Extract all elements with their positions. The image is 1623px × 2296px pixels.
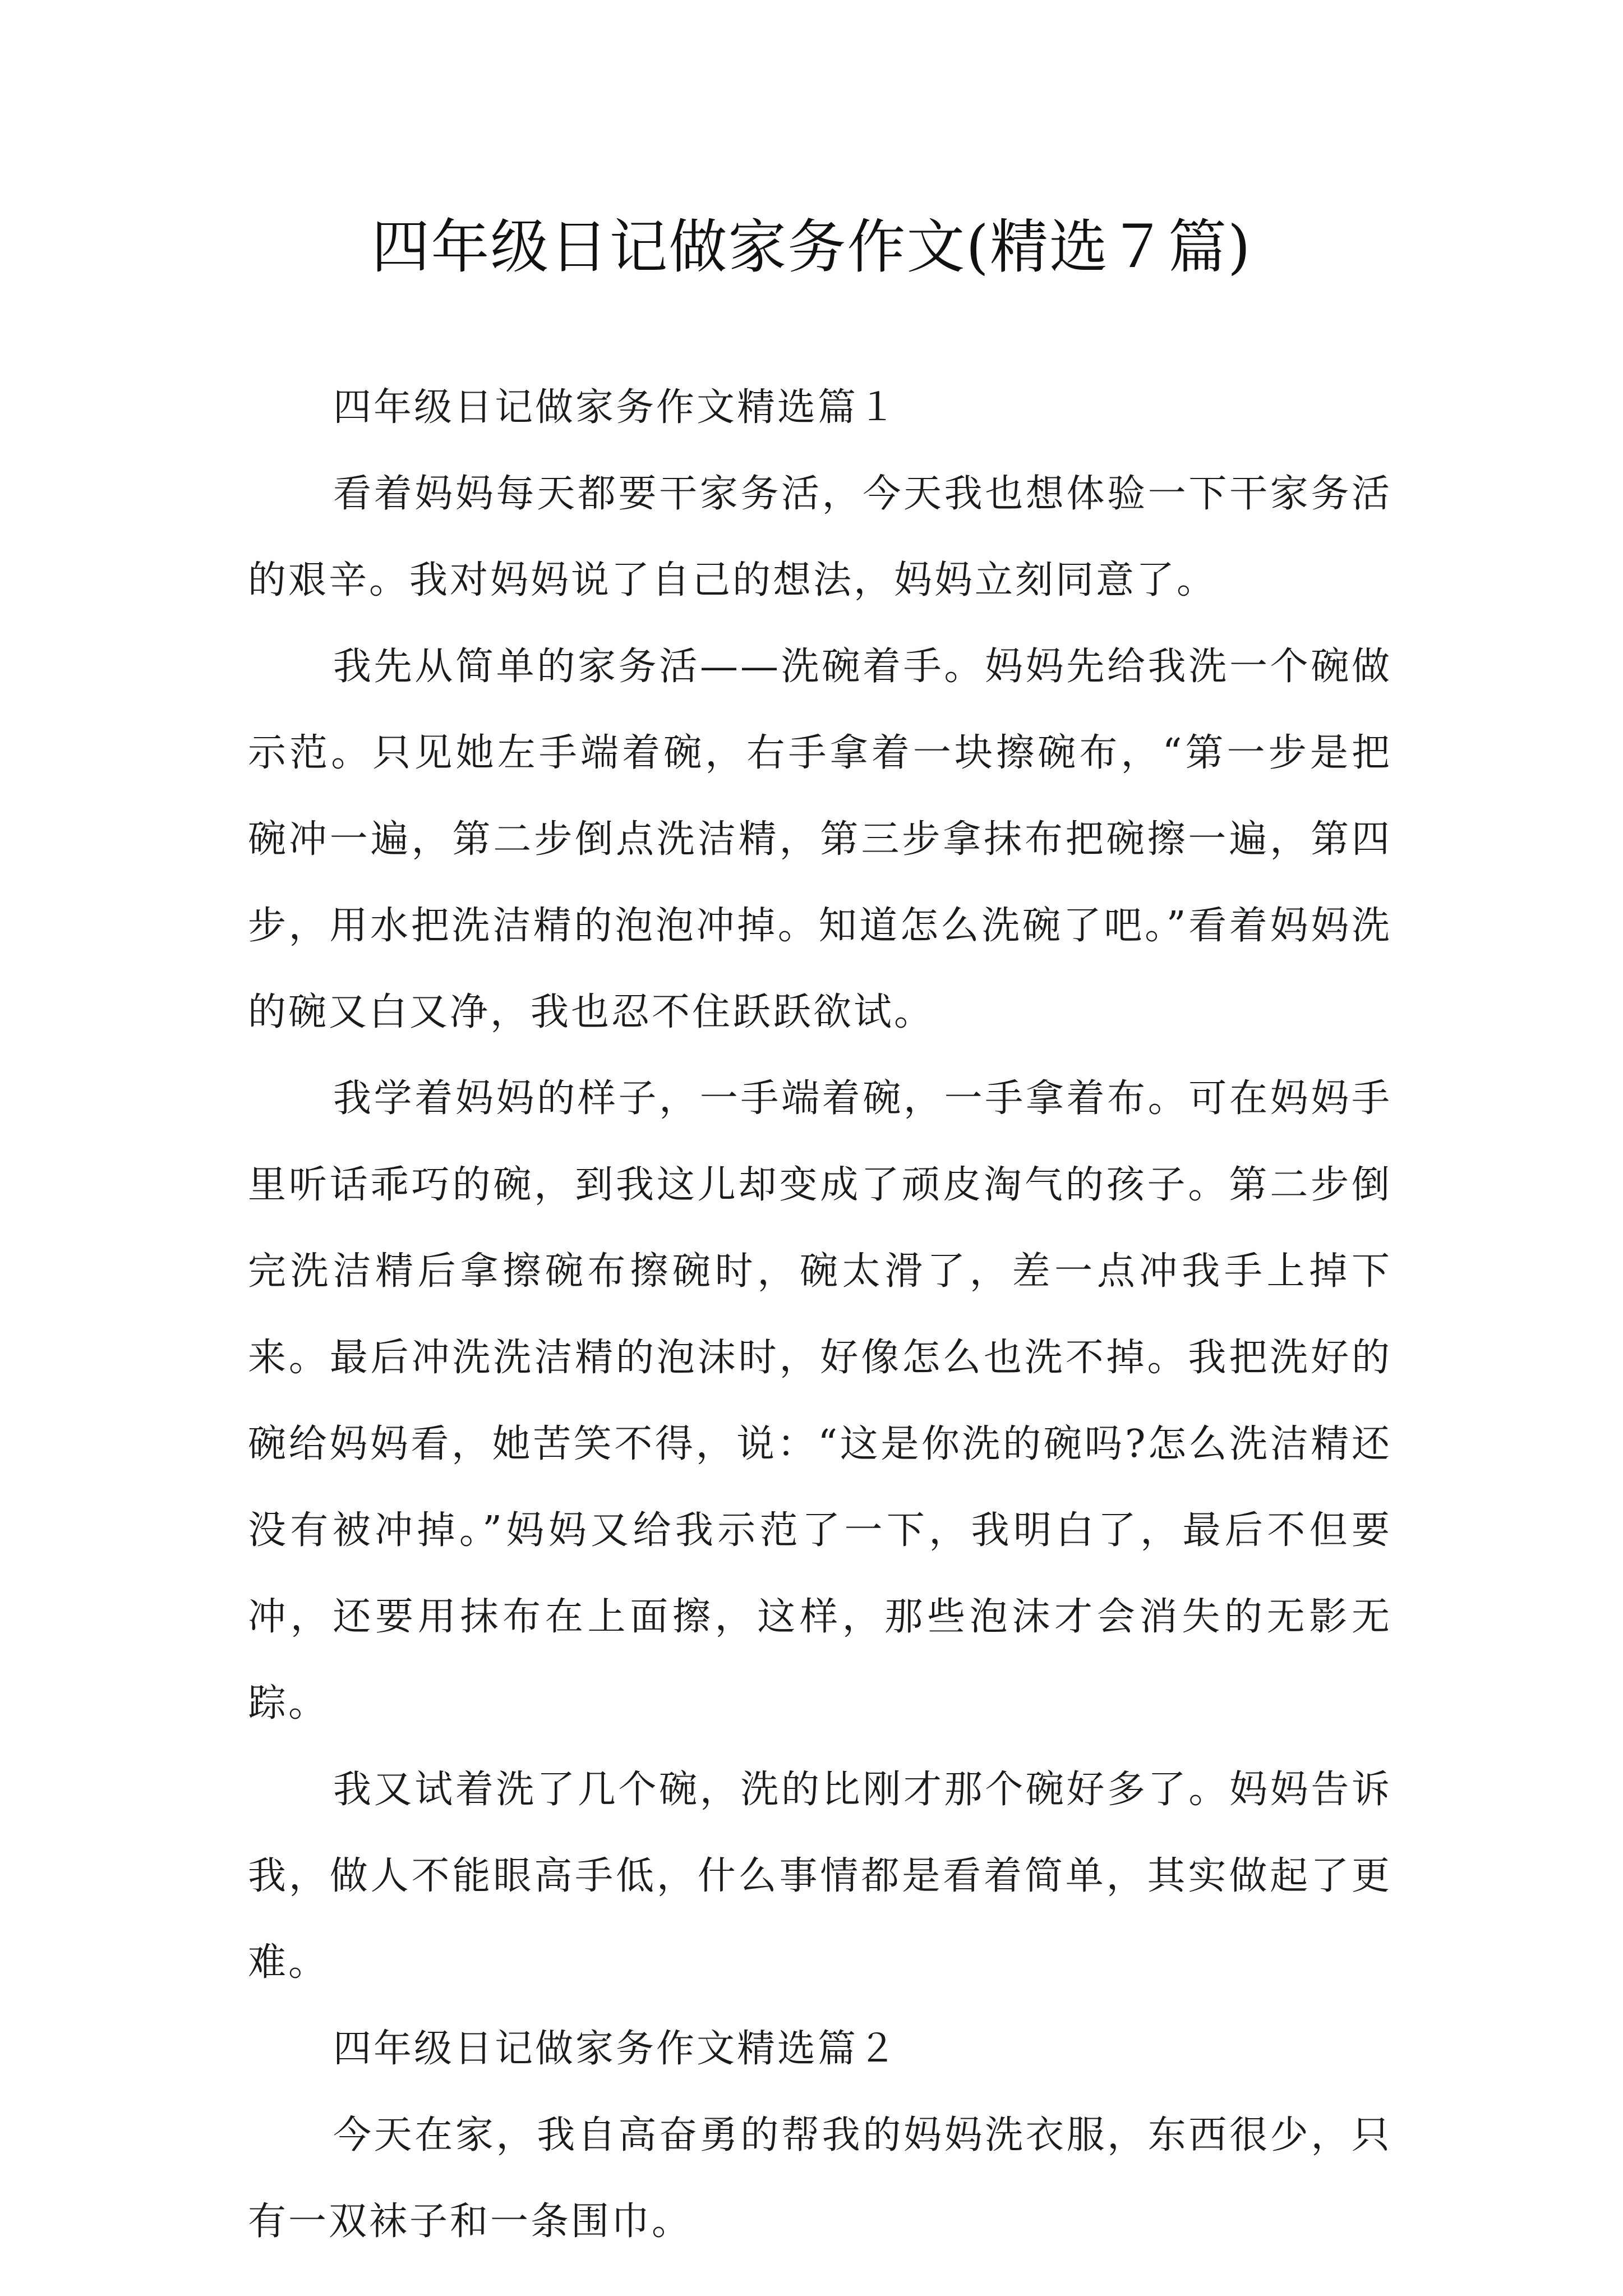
- document-body: [248, 365, 1392, 2265]
- paragraph: 今天在家，我自高奋勇的帮我的妈妈洗衣服，东西很少，只有一双袜子和一条围巾。: [248, 2113, 1392, 2244]
- paragraph: 我学着妈妈的样子，一手端着碗，一手拿着布。可在妈妈手里听话乖巧的碗，到我这儿却变成了顽皮淘气的孩子。第二步倒完洗洁精后拿擦碗布擦碗时，碗太滑了，差一点冲我手上掉下来。最后冲洗洗洁精的泡沫时，好像怎么也洗不掉。我把洗好的碗给妈妈看，她苦笑不得，说：“这是你洗的碗吗?怎么洗洁精还没有被冲掉。”妈妈又给我示范了一下，我明白了，最后不但要冲，还要用抹布在上面擦，这样，那些泡沫才会消失的无影无踪。: [248, 1076, 1392, 1726]
- section-heading-2: 四年级日记做家务作文精选篇２: [333, 2027, 899, 2071]
- paragraph: 我又试着洗了几个碗，洗的比刚才那个碗好多了。妈妈告诉我，做人不能眼高手低，什么事情都是看着简单，其实做起了更难。: [248, 1768, 1392, 1985]
- document-title: 四年级日记做家务作文(精选７篇): [371, 213, 1252, 281]
- paragraph: 我先从简单的家务活——洗碗着手。妈妈先给我洗一个碗做示范。只见她左手端着碗，右手拿着一块擦碗布，“第一步是把碗冲一遍，第二步倒点洗洁精，第三步拿抹布把碗擦一遍，第四步，用水把洗洁精的泡泡冲掉。知道怎么洗碗了吧。”看着妈妈洗的碗又白又净，我也忍不住跃跃欲试。: [248, 645, 1392, 1034]
- section-heading-1: 四年级日记做家务作文精选篇１: [333, 385, 899, 430]
- paragraph: 看着妈妈每天都要干家务活，今天我也想体验一下干家务活的艰辛。我对妈妈说了自己的想法，妈妈立刻同意了。: [248, 472, 1392, 602]
